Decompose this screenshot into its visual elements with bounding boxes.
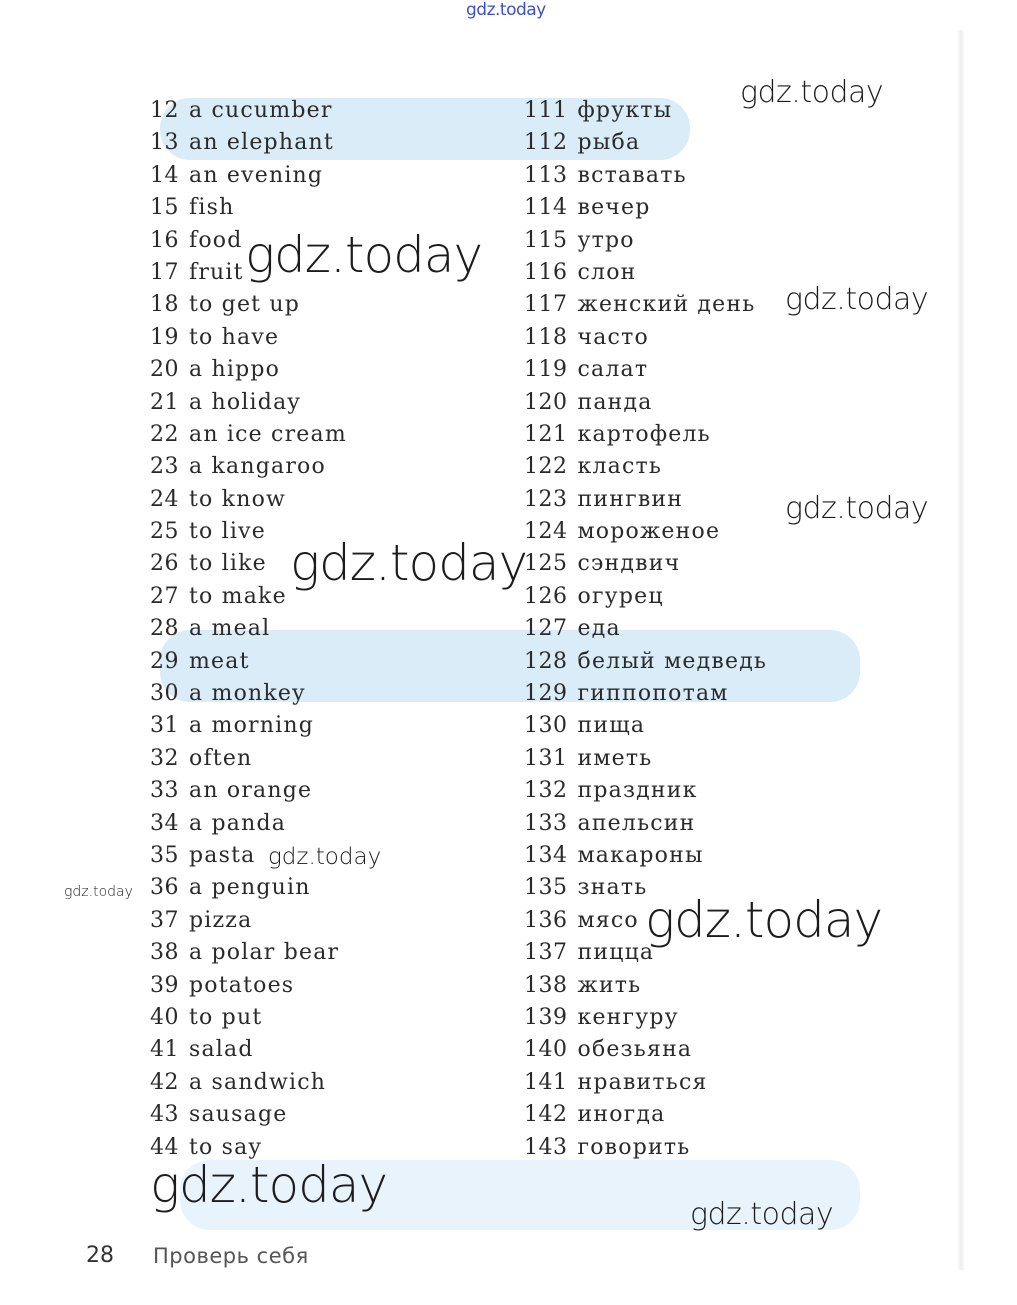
entry-word: часто (577, 324, 649, 350)
russian-word-entry (524, 1034, 767, 1066)
entry-word: to have (189, 324, 280, 350)
english-word-entry (150, 127, 347, 159)
entry-word: often (189, 745, 253, 771)
entry-word: a panda (189, 810, 287, 836)
russian-word-entry (524, 743, 767, 775)
entry-number: 138 (524, 972, 568, 998)
entry-word: вставать (577, 162, 687, 188)
russian-word-entry (524, 484, 767, 516)
entry-word: to know (189, 486, 287, 512)
english-word-entry (150, 160, 347, 192)
entry-word: пингвин (577, 486, 684, 512)
entry-number: 129 (524, 681, 568, 707)
entry-word: праздник (577, 778, 698, 804)
entry-number: 142 (524, 1102, 568, 1128)
russian-word-entry (524, 225, 767, 257)
entry-number: 122 (524, 454, 568, 480)
entry-number: 139 (524, 1004, 568, 1030)
entry-word: макароны (577, 842, 704, 868)
english-word-entry (150, 905, 347, 937)
russian-word-entry (524, 289, 767, 321)
english-word-entry (150, 613, 347, 645)
entry-word: пицца (577, 940, 655, 966)
russian-word-entry (524, 1002, 767, 1034)
entry-word: панда (577, 389, 653, 415)
entry-number: 123 (524, 486, 568, 512)
watermark: gdz.today (785, 282, 929, 317)
english-word-entry (150, 743, 347, 775)
russian-word-entry (524, 419, 767, 451)
entry-word: a meal (189, 616, 271, 642)
entry-number: 41 (150, 1037, 179, 1063)
entry-word: обезьяна (577, 1037, 693, 1063)
entry-word: еда (577, 616, 621, 642)
entry-word: вечер (577, 195, 651, 221)
entry-number: 24 (150, 486, 179, 512)
entry-number: 112 (524, 130, 568, 156)
russian-word-entry (524, 451, 767, 483)
entry-number: 126 (524, 583, 568, 609)
entry-word: салат (577, 357, 649, 383)
english-word-entry (150, 970, 347, 1002)
entry-number: 23 (150, 454, 179, 480)
entry-number: 113 (524, 162, 568, 188)
entry-number: 141 (524, 1069, 568, 1095)
english-word-entry (150, 678, 347, 710)
russian-word-entry (524, 192, 767, 224)
watermark: gdz.today (150, 1156, 388, 1214)
entry-number: 118 (524, 324, 568, 350)
entry-word: fruit (189, 259, 244, 285)
entry-word: огурец (577, 583, 664, 609)
english-word-entry (150, 872, 347, 904)
english-word-entry (150, 1067, 347, 1099)
entry-number: 25 (150, 519, 179, 545)
entry-number: 121 (524, 421, 568, 447)
watermark: gdz.today (290, 534, 528, 592)
watermark: gdz.today (785, 491, 929, 526)
entry-word: фрукты (577, 98, 673, 123)
watermark: gdz.today (740, 75, 884, 110)
entry-word: to like (189, 551, 267, 577)
entry-number: 133 (524, 810, 568, 836)
russian-word-entry (524, 775, 767, 807)
entry-number: 26 (150, 551, 179, 577)
entry-word: a cucumber (189, 98, 333, 123)
russian-word-entry (524, 127, 767, 159)
entry-word: an elephant (189, 130, 334, 156)
entry-word: to put (189, 1004, 263, 1030)
entry-word: a penguin (189, 875, 311, 901)
russian-word-entry (524, 1132, 767, 1164)
page-number: 28 (86, 1243, 114, 1268)
entry-word: иногда (577, 1102, 666, 1128)
entry-word: женский день (577, 292, 756, 318)
entry-word: пища (577, 713, 646, 739)
entry-number: 116 (524, 259, 568, 285)
entry-number: 128 (524, 648, 568, 674)
entry-word: to live (189, 519, 266, 545)
watermark: gdz.today (268, 844, 382, 870)
english-word-entry (150, 1034, 347, 1066)
entry-word: meat (189, 648, 250, 674)
entry-word: мясо (577, 907, 639, 933)
entry-word: to say (189, 1134, 263, 1160)
entry-number: 140 (524, 1037, 568, 1063)
entry-word: a hippo (189, 357, 281, 383)
russian-word-entry (524, 548, 767, 580)
entry-word: a polar bear (189, 940, 340, 966)
russian-word-entry (524, 354, 767, 386)
russian-word-entry (524, 808, 767, 840)
entry-word: pizza (189, 907, 253, 933)
entry-number: 30 (150, 681, 179, 707)
entry-number: 29 (150, 648, 179, 674)
entry-number: 27 (150, 583, 179, 609)
entry-number: 120 (524, 389, 568, 415)
entry-word: fish (189, 195, 235, 221)
english-word-entry (150, 322, 347, 354)
entry-word: картофель (577, 421, 711, 447)
entry-number: 131 (524, 745, 568, 771)
entry-word: food (189, 227, 243, 253)
english-word-entry (150, 710, 347, 742)
watermark: gdz.today (245, 226, 483, 284)
entry-word: an ice cream (189, 421, 347, 447)
entry-number: 137 (524, 940, 568, 966)
entry-word: an evening (189, 162, 324, 188)
entry-number: 117 (524, 292, 568, 318)
entry-word: an orange (189, 778, 313, 804)
entry-number: 37 (150, 907, 179, 933)
entry-word: класть (577, 454, 663, 480)
english-word-entry (150, 775, 347, 807)
entry-number: 13 (150, 130, 179, 156)
entry-word: кенгуру (577, 1004, 679, 1030)
entry-number: 43 (150, 1102, 179, 1128)
section-title: Проверь себя (153, 1244, 309, 1268)
entry-word: a monkey (189, 681, 306, 707)
entry-number: 115 (524, 227, 568, 253)
entry-number: 40 (150, 1004, 179, 1030)
entry-word: salad (189, 1037, 254, 1063)
entry-word: мороженое (577, 519, 721, 545)
entry-word: potatoes (189, 972, 295, 998)
russian-word-entry (524, 1067, 767, 1099)
entry-number: 39 (150, 972, 179, 998)
entry-number: 35 (150, 842, 179, 868)
russian-word-entry (524, 970, 767, 1002)
watermark: gdz.today (645, 891, 883, 949)
entry-number: 125 (524, 551, 568, 577)
entry-number: 33 (150, 778, 179, 804)
entry-number: 31 (150, 713, 179, 739)
entry-number: 143 (524, 1134, 568, 1160)
entry-word: to get up (189, 292, 301, 318)
russian-word-entry (524, 840, 767, 872)
entry-word: знать (577, 875, 648, 901)
entry-number: 134 (524, 842, 568, 868)
entry-number: 28 (150, 616, 179, 642)
entry-number: 136 (524, 907, 568, 933)
russian-word-entry (524, 678, 767, 710)
entry-word: to make (189, 583, 287, 609)
entry-number: 18 (150, 292, 179, 318)
entry-number: 127 (524, 616, 568, 642)
entry-word: sausage (189, 1102, 288, 1128)
english-word-entry (150, 387, 347, 419)
page-edge (957, 30, 965, 1270)
russian-word-entry (524, 387, 767, 419)
entry-number: 42 (150, 1069, 179, 1095)
russian-word-entry (524, 322, 767, 354)
header-watermark: gdz.today (466, 0, 546, 20)
entry-word: слон (577, 259, 637, 285)
entry-word: апельсин (577, 810, 696, 836)
russian-word-entry (524, 516, 767, 548)
entry-word: a kangaroo (189, 454, 326, 480)
english-word-entry (150, 484, 347, 516)
russian-word-entry (524, 646, 767, 678)
entry-number: 130 (524, 713, 568, 739)
entry-number: 119 (524, 357, 568, 383)
entry-number: 111 (524, 98, 568, 123)
entry-word: a sandwich (189, 1069, 327, 1095)
russian-word-entry (524, 160, 767, 192)
entry-word: a holiday (189, 389, 302, 415)
entry-number: 14 (150, 162, 179, 188)
entry-number: 12 (150, 98, 179, 123)
english-word-entry (150, 646, 347, 678)
english-word-entry (150, 808, 347, 840)
entry-word: говорить (577, 1134, 691, 1160)
entry-number: 15 (150, 195, 179, 221)
english-word-entry (150, 451, 347, 483)
entry-number: 132 (524, 778, 568, 804)
watermark: gdz.today (64, 884, 133, 900)
entry-word: белый медведь (577, 648, 768, 674)
russian-word-list (524, 95, 767, 1164)
watermark: gdz.today (690, 1197, 834, 1232)
russian-word-entry (524, 257, 767, 289)
english-word-entry (150, 354, 347, 386)
english-word-entry (150, 419, 347, 451)
entry-word: гиппопотам (577, 681, 729, 707)
entry-number: 19 (150, 324, 179, 350)
entry-number: 32 (150, 745, 179, 771)
russian-word-entry (524, 95, 767, 127)
entry-number: 16 (150, 227, 179, 253)
entry-word: pasta (189, 842, 256, 868)
entry-number: 114 (524, 195, 568, 221)
english-word-entry (150, 1099, 347, 1131)
entry-word: сэндвич (577, 551, 681, 577)
russian-word-entry (524, 581, 767, 613)
entry-number: 135 (524, 875, 568, 901)
entry-word: нравиться (577, 1069, 708, 1095)
entry-word: жить (577, 972, 642, 998)
entry-number: 36 (150, 875, 179, 901)
entry-word: утро (577, 227, 635, 253)
english-word-entry (150, 1002, 347, 1034)
entry-number: 38 (150, 940, 179, 966)
entry-number: 124 (524, 519, 568, 545)
russian-word-entry (524, 710, 767, 742)
entry-word: рыба (577, 130, 641, 156)
english-word-entry (150, 937, 347, 969)
entry-number: 17 (150, 259, 179, 285)
entry-number: 20 (150, 357, 179, 383)
entry-number: 21 (150, 389, 179, 415)
english-word-entry (150, 192, 347, 224)
entry-number: 22 (150, 421, 179, 447)
entry-number: 44 (150, 1134, 179, 1160)
russian-word-entry (524, 613, 767, 645)
english-word-entry (150, 289, 347, 321)
russian-word-entry (524, 1099, 767, 1131)
entry-word: иметь (577, 745, 653, 771)
entry-word: a morning (189, 713, 314, 739)
english-word-entry (150, 95, 347, 127)
entry-number: 34 (150, 810, 179, 836)
